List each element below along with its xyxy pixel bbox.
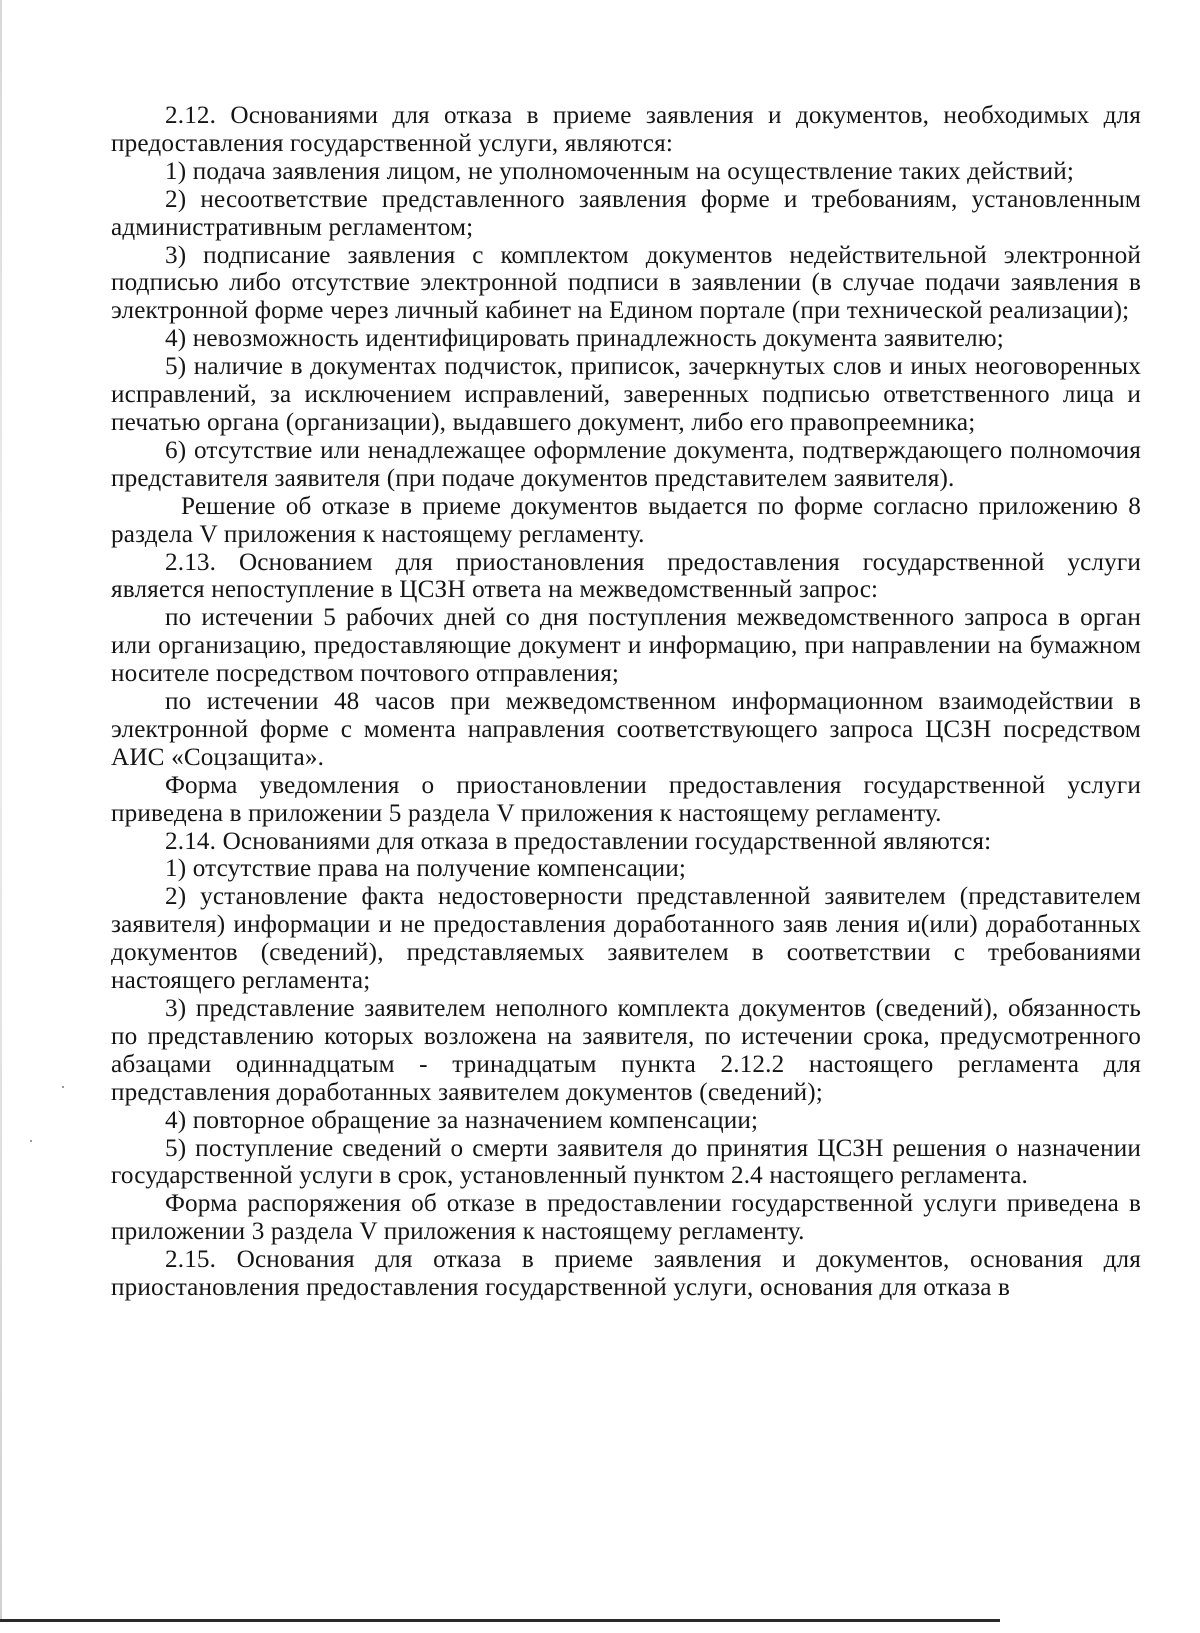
paragraph-2-14-item-3: 3) представление заявителем неполного комплекта документов (сведений), обязанность по представлению которых возложена на заявителя, по истечении срока, предусмотренного абзацами одиннадцатым - тринадцатым пункта 2.12.2 настоящего регламента для представления доработанных заявителем документов (сведений); <box>111 995 1141 1106</box>
paragraph-2-14-item-1: 1) отсутствие права на получение компенсации; <box>165 855 687 883</box>
scan-speck <box>30 1140 32 1142</box>
paragraph-refusal-form: Решение об отказе в приеме документов выдается по форме согласно приложению 8 раздела V приложения к настоящему регламенту. <box>111 492 1141 548</box>
paragraph-2-12-item-2: 2) несоответствие представленного заявления форме и требованиям, установленным административным регламентом; <box>111 185 1141 241</box>
paragraph-2-14-item-2: 2) установление факта недостоверности представленной заявителем (представителем заявителя) информации и не предоставления доработанного заяв ления и(или) доработанных документов (сведений), представляемых заявителем в соответствии с требованиями настоящего регламента; <box>111 883 1141 995</box>
paragraph-2-13-term-5-days: по истечении 5 рабочих дней со дня поступления межведомственного запроса в орган или организацию, предоставляющие документ и информацию, при направлении на бумажном носителе посредством почтового отправления; <box>111 604 1141 688</box>
paragraph-2-14-item-4: 4) повторное обращение за назначением компенсации; <box>165 1106 759 1134</box>
paragraph-2-12-item-3: 3) подписание заявления с комплектом документов недействительной электронной подписью либо отсутствие электронной подписи в заявлении (в случае подачи заявления в электронной форме через личный кабинет на Едином портале (при технической реализации); <box>111 241 1141 325</box>
paragraph-2-13-term-48-hours: по истечении 48 часов при межведомственном информационном взаимодействии в электронной форме с момента направления соответствующего запроса ЦСЗН посредством АИС «Соцзащита». <box>111 688 1141 771</box>
document-body <box>111 102 1141 1302</box>
paragraph-2-12-item-5: 5) наличие в документах подчисток, приписок, зачеркнутых слов и иных неоговоренных исправлений, за исключением исправлений, заверенных подписью ответственного лица и печатью органа (организации), выдавшего документ, либо его правопреемника; <box>111 353 1141 436</box>
paragraph-suspension-form: Форма уведомления о приостановлении предоставления государственной услуги приведена в приложении 5 раздела V приложения к настоящему регламенту. <box>111 771 1141 827</box>
scan-bottom-edge <box>0 1619 1200 1633</box>
paragraph-2-13: 2.13. Основанием для приостановления предоставления государственной услуги является непоступление в ЦСЗН ответа на межведомственный запрос: <box>111 548 1141 604</box>
paragraph-2-12-item-4: 4) невозможность идентифицировать принадлежность документа заявителю; <box>165 325 1004 353</box>
scan-bottom-gap <box>1000 1619 1200 1622</box>
paragraph-2-15: 2.15. Основания для отказа в приеме заявления и документов, основания для приостановления предоставления государственной услуги, основания для отказа в <box>111 1246 1141 1302</box>
paragraph-2-14: 2.14. Основаниями для отказа в предоставлении государственной являются: <box>165 827 992 855</box>
paragraph-2-12-item-6: 6) отсутствие или ненадлежащее оформление документа, подтверждающего полномочия представителя заявителя (при подаче документов представителем заявителя). <box>111 436 1141 492</box>
paragraph-order-form: Форма распоряжения об отказе в предоставлении государственной услуги приведена в приложении 3 раздела V приложения к настоящему регламенту. <box>111 1190 1141 1246</box>
scan-left-edge <box>0 0 2 1633</box>
scan-speck <box>62 1086 64 1088</box>
paragraph-2-14-item-5: 5) поступление сведений о смерти заявителя до принятия ЦСЗН решения о назначении государственной услуги в срок, установленный пунктом 2.4 настоящего регламента. <box>111 1134 1141 1190</box>
paragraph-2-12: 2.12. Основаниями для отказа в приеме заявления и документов, необходимых для предоставления государственной услуги, являются: <box>111 102 1141 157</box>
paragraph-2-12-item-1: 1) подача заявления лицом, не уполномоченным на осуществление таких действий; <box>165 157 1075 185</box>
